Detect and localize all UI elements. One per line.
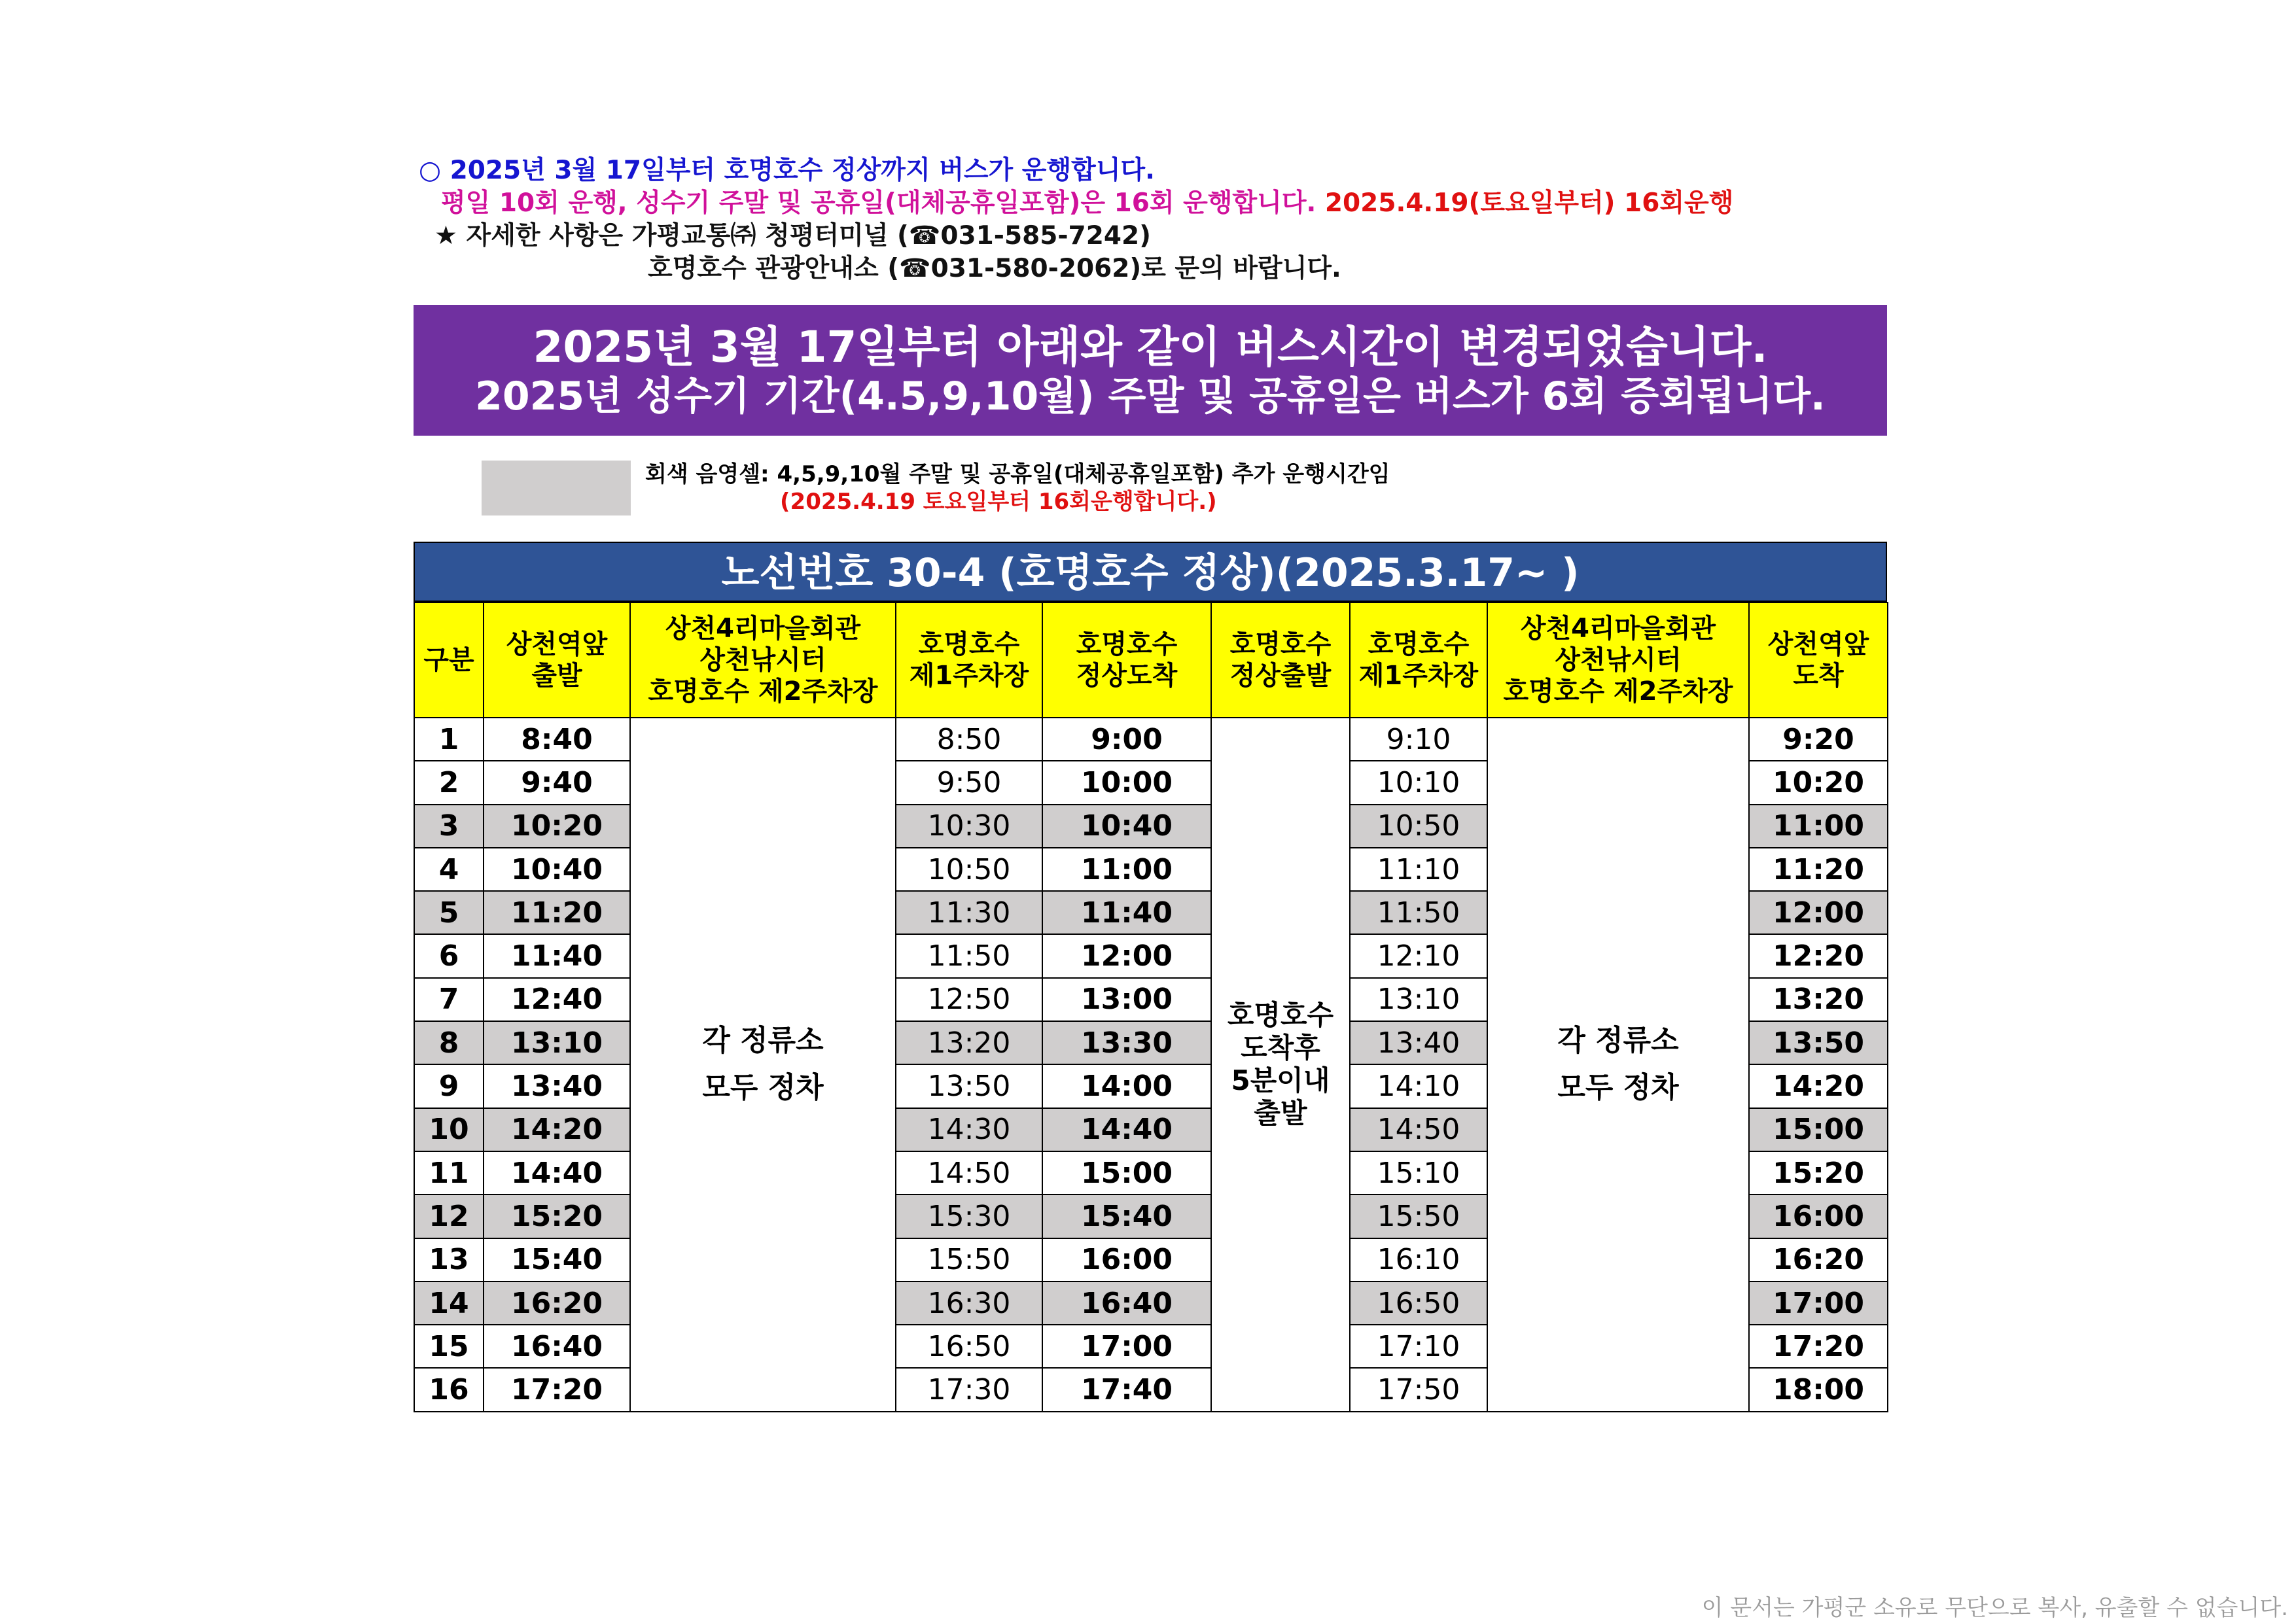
notice-line-1: ○ 2025년 3월 17일부터 호명호수 정상까지 버스가 운행합니다. [419, 156, 1155, 185]
header-summit-arrival: 호명호수 정상도착 [1042, 602, 1211, 718]
sangcheon-departure-time: 9:40 [484, 761, 630, 804]
summit-arrival-time: 14:40 [1042, 1108, 1211, 1151]
trip-number: 5 [414, 891, 484, 934]
legend-gray-swatch [482, 461, 631, 515]
bus-timetable [414, 602, 1888, 1412]
summit-arrival-time: 12:00 [1042, 934, 1211, 977]
parking-1-time: 11:30 [896, 891, 1042, 934]
parking-1-time: 8:50 [896, 718, 1042, 761]
trip-number: 16 [414, 1368, 484, 1411]
notice-line-2-red: 2025.4.19(토요일부터) 16회운행 [1324, 188, 1734, 218]
trip-number: 4 [414, 848, 484, 891]
header-intermediate-stops: 상천4리마을회관 상천낚시터 호명호수 제2주차장 [630, 602, 896, 718]
sangcheon-departure-time: 15:40 [484, 1238, 630, 1282]
parking-1-return-time: 13:10 [1350, 978, 1487, 1021]
legend-description: 회색 음영셀: 4,5,9,10월 주말 및 공휴일(대체공휴일포함) 추가 운행시간임 [645, 461, 1390, 487]
parking-1-time: 16:30 [896, 1282, 1042, 1325]
sangcheon-arrival-time: 10:20 [1749, 761, 1888, 804]
summit-arrival-time: 15:40 [1042, 1195, 1211, 1238]
sangcheon-arrival-time: 16:00 [1749, 1195, 1888, 1238]
table-row [414, 718, 1888, 761]
sangcheon-arrival-time: 15:20 [1749, 1151, 1888, 1195]
sangcheon-arrival-time: 15:00 [1749, 1108, 1888, 1151]
trip-number: 15 [414, 1325, 484, 1368]
header-no: 구분 [414, 602, 484, 718]
sangcheon-arrival-time: 14:20 [1749, 1064, 1888, 1108]
sangcheon-departure-time: 17:20 [484, 1368, 630, 1411]
table-header-row [414, 602, 1888, 718]
summit-arrival-time: 15:00 [1042, 1151, 1211, 1195]
sangcheon-departure-time: 11:20 [484, 891, 630, 934]
parking-1-time: 14:50 [896, 1151, 1042, 1195]
parking-1-time: 15:30 [896, 1195, 1042, 1238]
sangcheon-arrival-time: 17:20 [1749, 1325, 1888, 1368]
sangcheon-arrival-time: 13:20 [1749, 978, 1888, 1021]
parking-1-time: 13:50 [896, 1064, 1042, 1108]
notice-line-2 [419, 187, 1989, 220]
summit-arrival-time: 11:00 [1042, 848, 1211, 891]
sangcheon-departure-time: 8:40 [484, 718, 630, 761]
trip-number: 13 [414, 1238, 484, 1282]
parking-1-return-time: 11:10 [1350, 848, 1487, 891]
summit-departure-note: 호명호수 도착후 5분이내 출발 [1211, 718, 1350, 1412]
parking-1-return-time: 15:50 [1350, 1195, 1487, 1238]
summit-arrival-time: 11:40 [1042, 891, 1211, 934]
parking-1-return-time: 12:10 [1350, 934, 1487, 977]
parking-1-time: 15:50 [896, 1238, 1042, 1282]
parking-1-time: 12:50 [896, 978, 1042, 1021]
parking-1-return-time: 14:10 [1350, 1064, 1487, 1108]
parking-1-return-time: 10:10 [1350, 761, 1487, 804]
trip-number: 9 [414, 1064, 484, 1108]
summit-arrival-time: 10:00 [1042, 761, 1211, 804]
notice-line-2-main: 평일 10회 운행, 성수기 주말 및 공휴일(대체공휴일포함)은 16회 운행합니다. [441, 188, 1316, 218]
trip-number: 12 [414, 1195, 484, 1238]
notice-section [419, 154, 1989, 285]
header-parking-1: 호명호수 제1주차장 [896, 602, 1042, 718]
summit-arrival-time: 14:00 [1042, 1064, 1211, 1108]
sangcheon-arrival-time: 11:00 [1749, 805, 1888, 848]
trip-number: 1 [414, 718, 484, 761]
trip-number: 7 [414, 978, 484, 1021]
header-summit-departure: 호명호수 정상출발 [1211, 602, 1350, 718]
trip-number: 8 [414, 1021, 484, 1064]
all-stops-note: 각 정류소 모두 정차 [630, 718, 896, 1412]
parking-1-return-time: 16:50 [1350, 1282, 1487, 1325]
parking-1-time: 14:30 [896, 1108, 1042, 1151]
summit-arrival-time: 16:00 [1042, 1238, 1211, 1282]
sangcheon-arrival-time: 9:20 [1749, 718, 1888, 761]
summit-arrival-time: 17:40 [1042, 1368, 1211, 1411]
sangcheon-departure-time: 10:20 [484, 805, 630, 848]
legend-text [645, 461, 1390, 515]
parking-1-return-time: 15:10 [1350, 1151, 1487, 1195]
header-sangcheon-departure: 상천역앞 출발 [484, 602, 630, 718]
header-sangcheon-arrival: 상천역앞 도착 [1749, 602, 1888, 718]
trip-number: 14 [414, 1282, 484, 1325]
trip-number: 10 [414, 1108, 484, 1151]
legend-note: (2025.4.19 토요일부터 16회운행합니다.) [780, 489, 1217, 515]
table-body [414, 718, 1888, 1412]
parking-1-return-time: 17:10 [1350, 1325, 1487, 1368]
sangcheon-departure-time: 14:20 [484, 1108, 630, 1151]
parking-1-return-time: 13:40 [1350, 1021, 1487, 1064]
summit-arrival-time: 13:00 [1042, 978, 1211, 1021]
sangcheon-departure-time: 12:40 [484, 978, 630, 1021]
notice-line-3: ★ 자세한 사항은 가평교통㈜ 청평터미널 (☎031-585-7242) [434, 221, 1151, 251]
parking-1-return-time: 17:50 [1350, 1368, 1487, 1411]
trip-number: 3 [414, 805, 484, 848]
notice-line-4: 호명호수 관광안내소 (☎031-580-2062)로 문의 바랍니다. [648, 254, 1341, 283]
sangcheon-arrival-time: 18:00 [1749, 1368, 1888, 1411]
trip-number: 2 [414, 761, 484, 804]
summit-arrival-time: 9:00 [1042, 718, 1211, 761]
parking-1-return-time: 9:10 [1350, 718, 1487, 761]
parking-1-time: 11:50 [896, 934, 1042, 977]
header-intermediate-stops-return: 상천4리마을회관 상천낚시터 호명호수 제2주차장 [1487, 602, 1749, 718]
trip-number: 6 [414, 934, 484, 977]
sangcheon-departure-time: 16:20 [484, 1282, 630, 1325]
parking-1-time: 10:30 [896, 805, 1042, 848]
sangcheon-arrival-time: 13:50 [1749, 1021, 1888, 1064]
summit-arrival-time: 16:40 [1042, 1282, 1211, 1325]
sangcheon-arrival-time: 17:00 [1749, 1282, 1888, 1325]
parking-1-time: 10:50 [896, 848, 1042, 891]
parking-1-time: 13:20 [896, 1021, 1042, 1064]
sangcheon-departure-time: 15:20 [484, 1195, 630, 1238]
sangcheon-departure-time: 13:40 [484, 1064, 630, 1108]
all-stops-note-return: 각 정류소 모두 정차 [1487, 718, 1749, 1412]
summit-arrival-time: 17:00 [1042, 1325, 1211, 1368]
trip-number: 11 [414, 1151, 484, 1195]
banner-line-1: 2025년 3월 17일부터 아래와 같이 버스시간이 변경되었습니다. [533, 322, 1768, 372]
sangcheon-departure-time: 14:40 [484, 1151, 630, 1195]
sangcheon-arrival-time: 11:20 [1749, 848, 1888, 891]
sangcheon-arrival-time: 12:00 [1749, 891, 1888, 934]
sangcheon-departure-time: 10:40 [484, 848, 630, 891]
parking-1-time: 16:50 [896, 1325, 1042, 1368]
sangcheon-departure-time: 11:40 [484, 934, 630, 977]
banner-line-2: 2025년 성수기 기간(4.5,9,10월) 주말 및 공휴일은 버스가 6회 증회됩니다. [475, 374, 1826, 419]
sangcheon-departure-time: 16:40 [484, 1325, 630, 1368]
parking-1-return-time: 10:50 [1350, 805, 1487, 848]
parking-1-return-time: 11:50 [1350, 891, 1487, 934]
copyright-footer: 이 문서는 가평군 소유로 무단으로 복사, 유출할 수 없습니다. [1701, 1595, 2288, 1621]
summit-arrival-time: 10:40 [1042, 805, 1211, 848]
sangcheon-arrival-time: 16:20 [1749, 1238, 1888, 1282]
parking-1-time: 9:50 [896, 761, 1042, 804]
sangcheon-arrival-time: 12:20 [1749, 934, 1888, 977]
route-title: 노선번호 30-4 (호명호수 정상)(2025.3.17~ ) [414, 542, 1887, 602]
header-parking-1-return: 호명호수 제1주차장 [1350, 602, 1487, 718]
parking-1-time: 17:30 [896, 1368, 1042, 1411]
parking-1-return-time: 14:50 [1350, 1108, 1487, 1151]
summit-arrival-time: 13:30 [1042, 1021, 1211, 1064]
parking-1-return-time: 16:10 [1350, 1238, 1487, 1282]
schedule-change-banner [414, 305, 1887, 436]
sangcheon-departure-time: 13:10 [484, 1021, 630, 1064]
